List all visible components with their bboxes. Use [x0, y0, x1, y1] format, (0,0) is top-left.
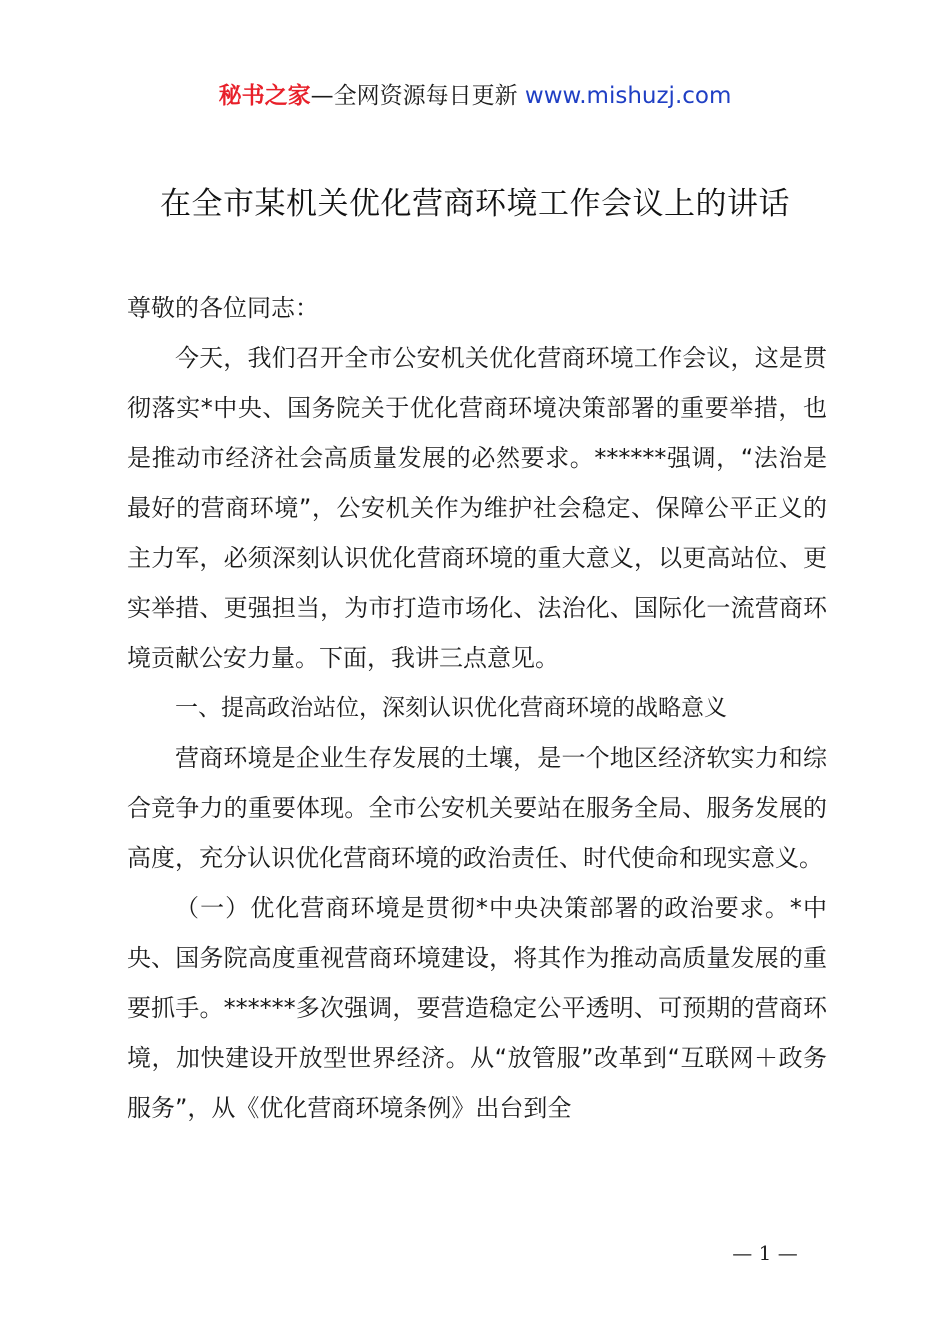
- brand-name: 秘书之家: [218, 83, 311, 109]
- paragraph-subsection-1: （一）优化营商环境是贯彻*中央决策部署的政治要求。*中央、国务院高度重视营商环境建设，将其作为推动高质量发展的重要抓手。******多次强调，要营造稳定公平透明、可预期的营商环境，加快建设开放型世界经济。从“放管服”改革到“互联网＋政务服务”，从《优化营商环境条例》出台到全: [127, 894, 827, 1122]
- paragraph-intro: 今天，我们召开全市公安机关优化营商环境工作会议，这是贯彻落实*中央、国务院关于优化营商环境决策部署的重要举措，也是推动市经济社会高质量发展的必然要求。******强调，“法治是最好的营商环境”，公安机关作为维护社会稳定、保障公平正义的主力军，必须深刻认识优化营商环境的重大意义，以更高站位、更实举措、更强担当，为市打造市场化、法治化、国际化一流营商环境贡献公安力量。下面，我讲三点意见。: [127, 344, 827, 672]
- document-body: [127, 283, 827, 1133]
- paragraph-section-1: 营商环境是企业生存发展的土壤，是一个地区经济软实力和综合竞争力的重要体现。全市公安机关要站在服务全局、服务发展的高度，充分认识优化营商环境的政治责任、时代使命和现实意义。: [127, 744, 827, 872]
- site-url-link[interactable]: www.mishuzj.com: [524, 83, 732, 109]
- section-heading-1: 一、提高政治站位，深刻认识优化营商环境的战略意义: [175, 695, 727, 721]
- salutation: 尊敬的各位同志：: [127, 294, 319, 322]
- header-slogan: —全网资源每日更新: [310, 83, 525, 109]
- site-header: [0, 80, 950, 112]
- page-number: — 1 —: [732, 1241, 798, 1265]
- document-title: 在全市某机关优化营商环境工作会议上的讲话: [160, 186, 790, 222]
